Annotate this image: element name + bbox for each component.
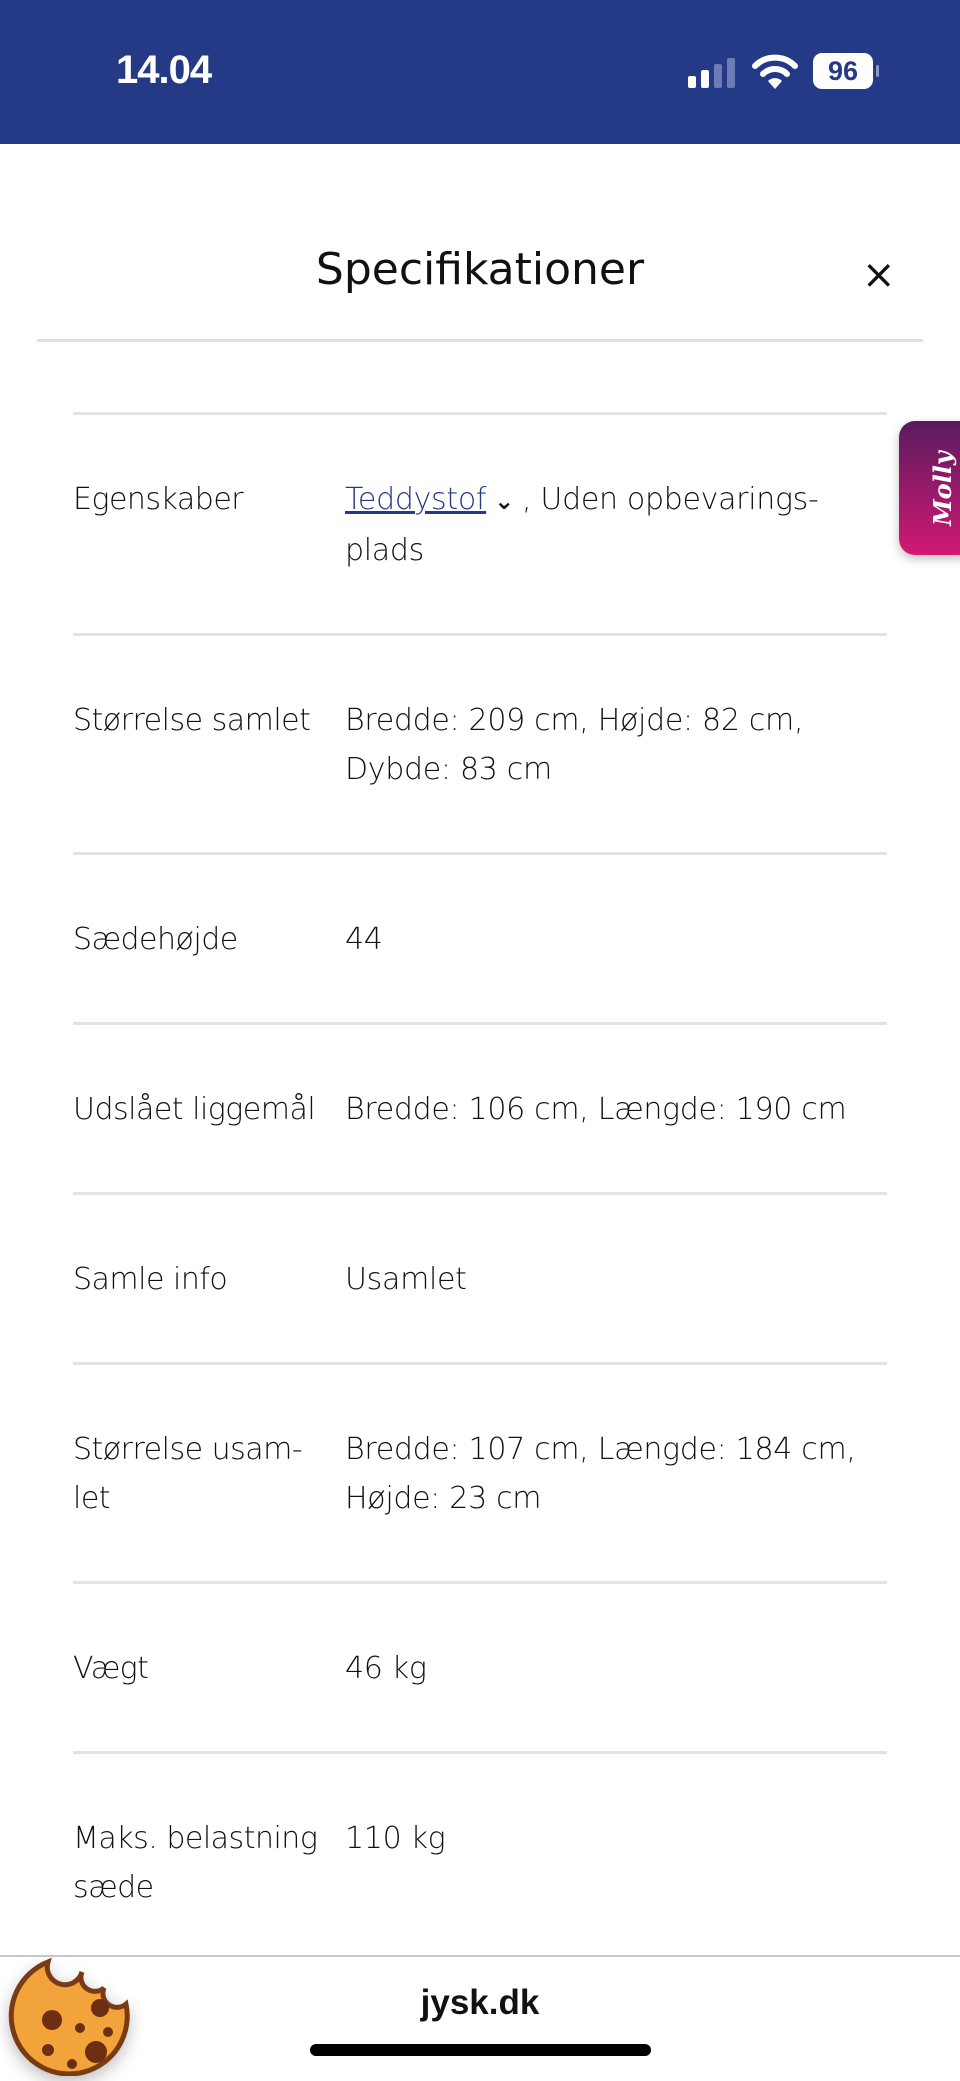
teddystof-link[interactable]: Teddystof [345, 482, 487, 517]
spec-value [345, 475, 887, 575]
spec-row [73, 636, 887, 855]
signal-icon [688, 58, 738, 88]
modal-title: Specifikationer [315, 244, 645, 295]
spec-row [73, 1754, 887, 1973]
spec-list [73, 412, 887, 1973]
spec-value: Bredde: 209 cm, Højde: 82 cm, Dybde: 83 cm [345, 703, 804, 787]
home-indicator [310, 2044, 651, 2056]
divider [37, 339, 923, 342]
spec-label: Sædehøjde [73, 922, 238, 957]
spec-value: Usamlet [345, 1262, 467, 1297]
spec-label: Egenskaber [73, 482, 244, 517]
spec-label: Maks. belastning sæde [73, 1821, 318, 1905]
battery-icon: 96 [813, 53, 873, 89]
spec-label: Vægt [73, 1651, 149, 1686]
browser-bar [0, 1955, 960, 2081]
close-icon[interactable]: × [862, 252, 896, 298]
spec-label: Udslået liggemål [73, 1092, 316, 1127]
spec-value: 46 kg [345, 1651, 427, 1686]
clock: 14.04 [116, 48, 212, 92]
spec-label: Samle info [73, 1262, 228, 1297]
status-bar [0, 0, 960, 144]
molly-label: Molly [927, 451, 957, 526]
cookie-consent-icon[interactable] [8, 1952, 132, 2076]
spec-row [73, 1584, 887, 1754]
spec-value: 44 [345, 922, 383, 957]
spec-row [73, 1195, 887, 1365]
spec-row [73, 1365, 887, 1584]
spec-value: Bredde: 107 cm, Længde: 184 cm, Højde: 23 cm [345, 1432, 856, 1516]
spec-row [73, 1025, 887, 1195]
url-label[interactable]: jysk.dk [420, 1983, 540, 2022]
spec-value: Bredde: 106 cm, Længde: 190 cm [345, 1092, 847, 1127]
spec-value-text: , Uden opbevarings-plads [345, 482, 819, 568]
wifi-icon [752, 54, 798, 90]
spec-label: Størrelse usam-let [73, 1432, 303, 1516]
spec-value: 110 kg [345, 1821, 446, 1856]
molly-chat-tab[interactable] [899, 421, 960, 555]
spec-row [73, 855, 887, 1025]
spec-label: Størrelse samlet [73, 703, 311, 738]
spec-row [73, 415, 887, 636]
chevron-down-icon[interactable]: ⌄ [494, 487, 514, 515]
